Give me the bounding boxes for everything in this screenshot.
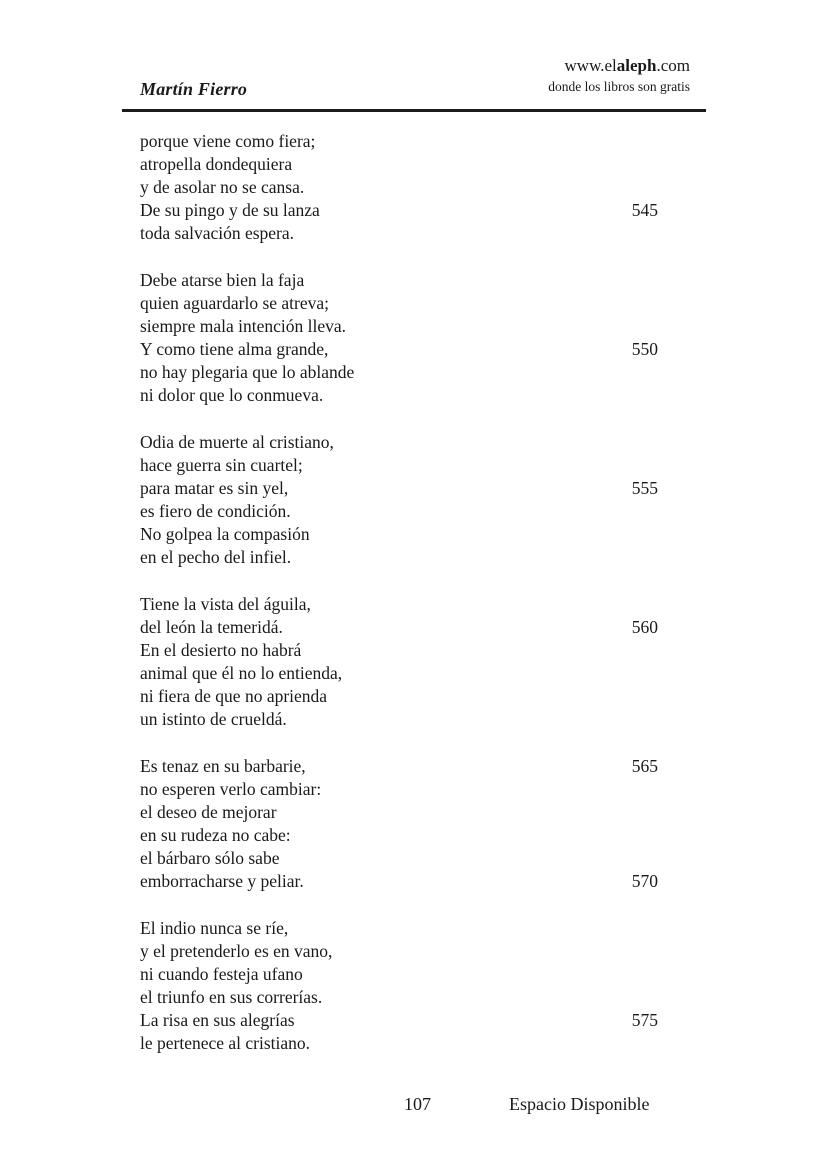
verse-text: es fiero de condición. — [140, 501, 291, 521]
poem-line — [140, 824, 658, 847]
verse-text: le pertenece al cristiano. — [140, 1033, 311, 1053]
verse-text: el triunfo en sus correrías. — [140, 987, 323, 1007]
verse-text: Es tenaz en su barbarie, — [140, 756, 306, 776]
site-url-brand: aleph — [616, 56, 657, 75]
verse-text: ni fiera de que no aprienda — [140, 686, 328, 706]
poem-line — [140, 523, 658, 546]
verse-number: 560 — [631, 617, 658, 637]
poem-line — [140, 940, 658, 963]
verse-text: para matar es sin yel, — [140, 478, 289, 498]
poem-line — [140, 500, 658, 523]
site-url — [548, 56, 690, 76]
poem-line — [140, 847, 658, 870]
poem-line — [140, 292, 658, 315]
verse-number: 545 — [631, 200, 658, 220]
poem-line — [140, 431, 658, 454]
verse-text: animal que él no lo entienda, — [140, 663, 343, 683]
poem-line — [140, 593, 658, 616]
poem-line — [140, 199, 658, 222]
verse-text: atropella dondequiera — [140, 154, 293, 174]
site-info — [548, 56, 690, 95]
verse-text: Odia de muerte al cristiano, — [140, 432, 334, 452]
verse-text: el deseo de mejorar — [140, 802, 277, 822]
verse-text: quien aguardarlo se atreva; — [140, 293, 330, 313]
poem-line — [140, 454, 658, 477]
site-tagline: donde los libros son gratis — [548, 79, 690, 94]
poem-line — [140, 153, 658, 176]
verse-text: un istinto de crueldá. — [140, 709, 287, 729]
verse-text: El indio nunca se ríe, — [140, 918, 289, 938]
stanza — [140, 593, 658, 731]
poem-line — [140, 222, 658, 245]
poem-line — [140, 870, 658, 893]
verse-text: Tiene la vista del águila, — [140, 594, 311, 614]
poem-line — [140, 639, 658, 662]
poem-line — [140, 361, 658, 384]
page-number: 107 — [404, 1094, 431, 1114]
verse-text: el bárbaro sólo sabe — [140, 848, 280, 868]
verse-number: 570 — [631, 871, 658, 891]
verse-text: no esperen verlo cambiar: — [140, 779, 322, 799]
verse-number: 555 — [631, 478, 658, 498]
verse-text: emborracharse y peliar. — [140, 871, 304, 891]
verse-text: del león la temeridá. — [140, 617, 283, 637]
poem-line — [140, 477, 658, 500]
verse-text: ni dolor que lo conmueva. — [140, 385, 324, 405]
verse-text: en su rudeza no cabe: — [140, 825, 291, 845]
poem-line — [140, 338, 658, 361]
stanza — [140, 130, 658, 245]
verse-text: toda salvación espera. — [140, 223, 295, 243]
poem-line — [140, 801, 658, 824]
verse-text: en el pecho del infiel. — [140, 547, 292, 567]
poem-line — [140, 708, 658, 731]
verse-number: 550 — [631, 339, 658, 359]
verse-text: No golpea la compasión — [140, 524, 310, 544]
running-title: Martín Fierro — [140, 79, 248, 99]
stanza — [140, 917, 658, 1055]
site-url-suffix: .com — [656, 56, 690, 75]
poem-line — [140, 315, 658, 338]
poem-line — [140, 546, 658, 569]
watermark-text: Espacio Disponible — [509, 1094, 650, 1114]
poem-line — [140, 269, 658, 292]
verse-text: Debe atarse bien la faja — [140, 270, 305, 290]
verse-number: 575 — [631, 1010, 658, 1030]
poem-line — [140, 963, 658, 986]
verse-text: hace guerra sin cuartel; — [140, 455, 303, 475]
header-rule — [122, 109, 706, 112]
poem-line — [140, 130, 658, 153]
poem-line — [140, 616, 658, 639]
poem-body — [140, 130, 658, 1079]
poem-line — [140, 685, 658, 708]
poem-line — [140, 1009, 658, 1032]
verse-text: y de asolar no se cansa. — [140, 177, 305, 197]
poem-line — [140, 384, 658, 407]
verse-number: 565 — [631, 756, 658, 776]
verse-text: porque viene como fiera; — [140, 131, 316, 151]
verse-text: siempre mala intención lleva. — [140, 316, 347, 336]
verse-text: De su pingo y de su lanza — [140, 200, 320, 220]
stanza — [140, 269, 658, 407]
site-url-prefix: www.el — [564, 56, 617, 75]
poem-line — [140, 755, 658, 778]
poem-line — [140, 986, 658, 1009]
verse-text: ni cuando festeja ufano — [140, 964, 303, 984]
verse-text: Y como tiene alma grande, — [140, 339, 329, 359]
poem-line — [140, 662, 658, 685]
poem-line — [140, 917, 658, 940]
stanza — [140, 755, 658, 893]
poem-line — [140, 1032, 658, 1055]
verse-text: y el pretenderlo es en vano, — [140, 941, 333, 961]
stanza — [140, 431, 658, 569]
poem-line — [140, 778, 658, 801]
verse-text: En el desierto no habrá — [140, 640, 302, 660]
verse-text: no hay plegaria que lo ablande — [140, 362, 355, 382]
poem-line — [140, 176, 658, 199]
verse-text: La risa en sus alegrías — [140, 1010, 295, 1030]
